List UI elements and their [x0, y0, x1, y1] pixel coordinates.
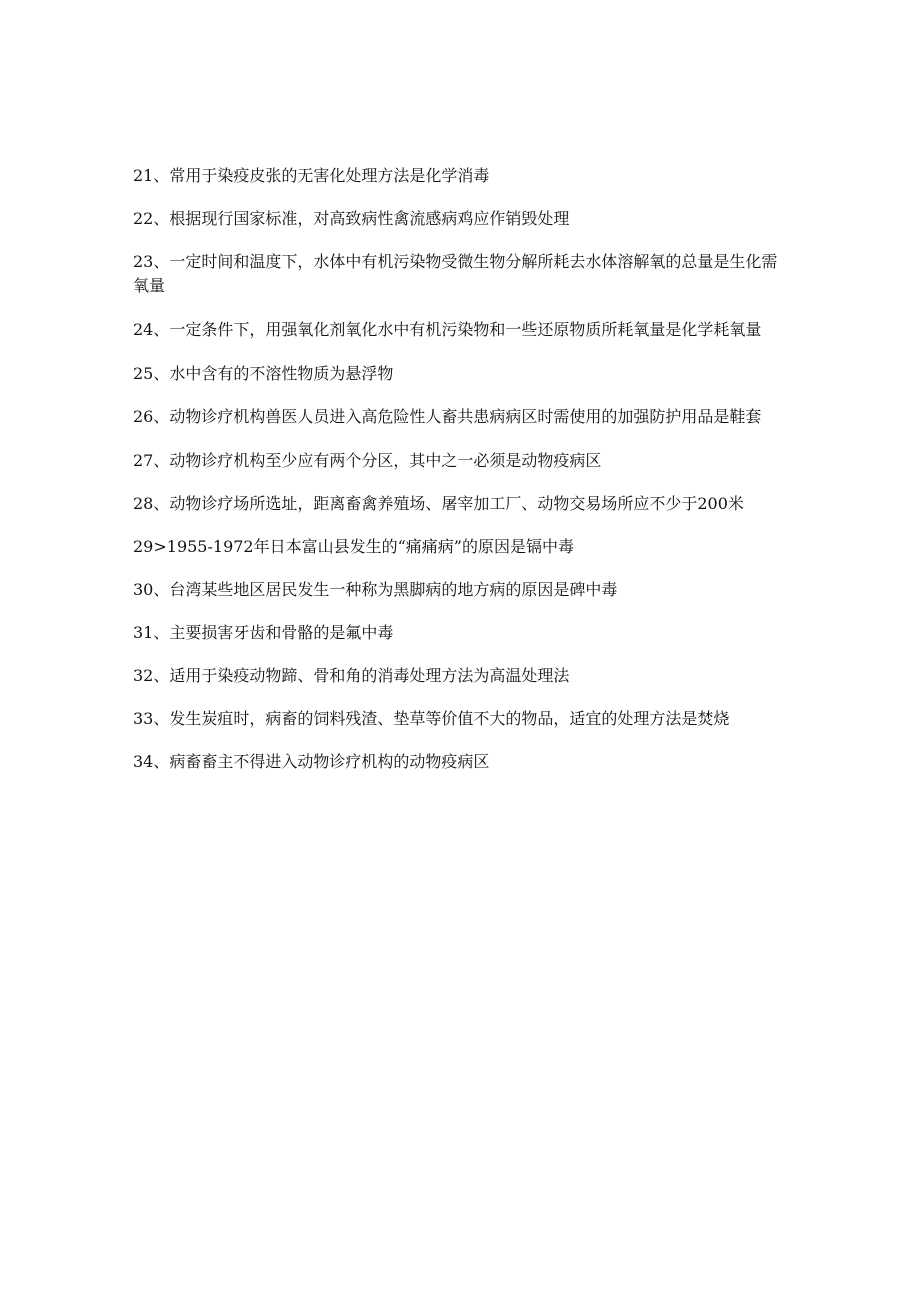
list-item: 32、适用于染疫动物蹄、骨和角的消毒处理方法为高温处理法 [133, 666, 570, 685]
list-item: 25、水中含有的不溶性物质为悬浮物 [133, 364, 394, 383]
list-item: 28、动物诊疗场所选址，距离畜禽养殖场、屠宰加工厂、动物交易场所应不少于200米 [133, 494, 744, 513]
list-item: 34、病畜畜主不得进入动物诊疗机构的动物疫病区 [133, 752, 490, 771]
list-item: 24、一定条件下，用强氧化剂氧化水中有机污染物和一些还原物质所耗氧量是化学耗氧量 [133, 320, 762, 339]
list-item: 31、主要损害牙齿和骨骼的是氟中毒 [133, 623, 394, 642]
answer-list [133, 164, 788, 793]
list-item: 26、动物诊疗机构兽医人员进入高危险性人畜共患病病区时需使用的加强防护用品是鞋套 [133, 407, 762, 426]
list-item: 29>1955-1972年日本富山县发生的“痛痛病”的原因是镉中毒 [133, 537, 574, 556]
list-item: 22、根据现行国家标准，对高致病性禽流感病鸡应作销毁处理 [133, 209, 570, 228]
list-item: 33、发生炭疽时，病畜的饲料残渣、垫草等价值不大的物品，适宜的处理方法是焚烧 [133, 709, 730, 728]
list-item: 27、动物诊疗机构至少应有两个分区，其中之一必须是动物疫病区 [133, 451, 602, 470]
list-item: 21、常用于染疫皮张的无害化处理方法是化学消毒 [133, 166, 490, 185]
list-item: 30、台湾某些地区居民发生一种称为黑脚病的地方病的原因是碑中毒 [133, 580, 618, 599]
list-item: 23、一定时间和温度下，水体中有机污染物受微生物分解所耗去水体溶解氧的总量是生化需氧量 [133, 252, 778, 295]
